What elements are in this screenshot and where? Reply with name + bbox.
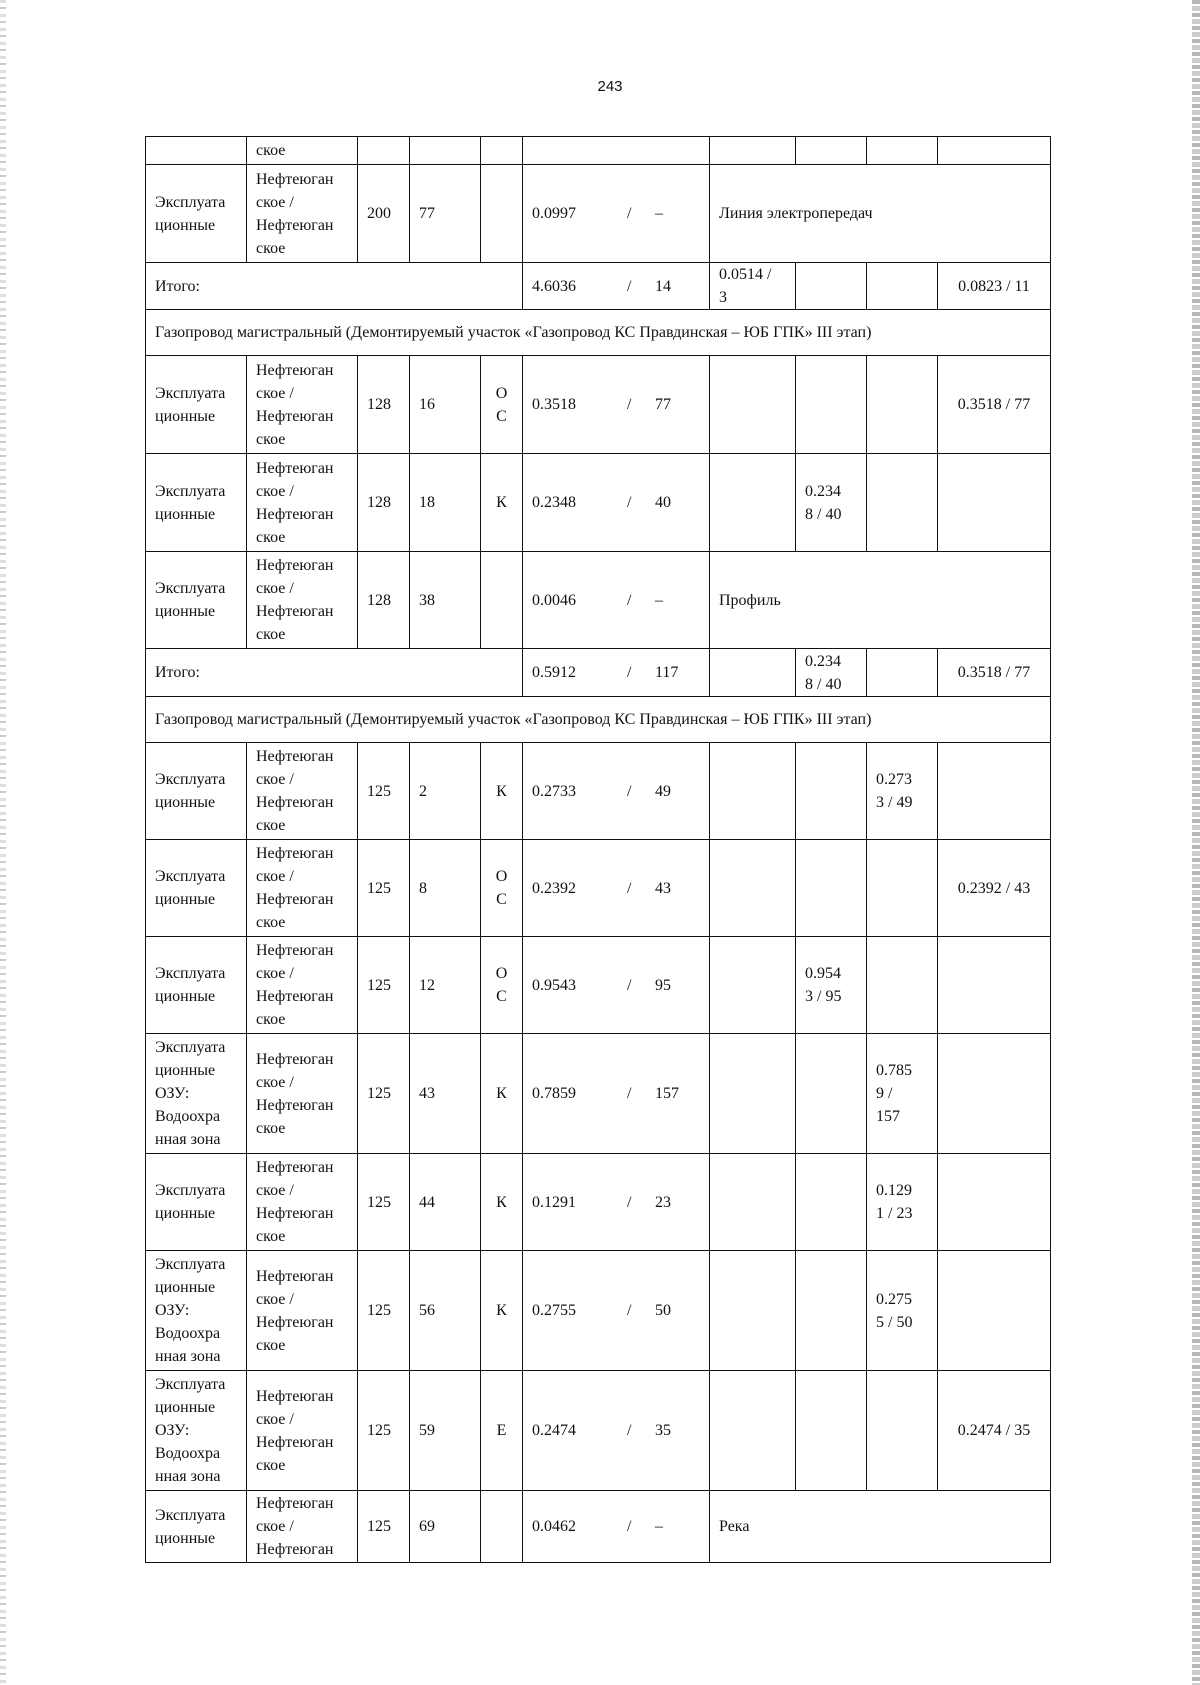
area-cell xyxy=(523,165,710,263)
status-code-cell: О С xyxy=(481,840,523,937)
status-code-cell: К xyxy=(481,454,523,552)
value-cell-7 xyxy=(710,1371,796,1491)
table-row xyxy=(146,937,1051,1034)
area-separator: / xyxy=(627,1085,632,1102)
area-separator: / xyxy=(627,664,632,681)
value-cell-9: 0.129 1 / 23 xyxy=(867,1154,938,1251)
section-header-row xyxy=(146,310,1051,356)
status-code-cell: О С xyxy=(481,937,523,1034)
place-cell: Нефтеюган ское / Нефтеюган ское xyxy=(247,840,358,937)
value-cell-7 xyxy=(710,937,796,1034)
quarter-cell: 125 xyxy=(358,743,410,840)
area-cell xyxy=(523,1371,710,1491)
area-cell xyxy=(523,1034,710,1154)
value-cell-7 xyxy=(710,1034,796,1154)
area-separator: / xyxy=(627,1193,632,1211)
quarter-cell: 125 xyxy=(358,1034,410,1154)
value-cell-8 xyxy=(796,1371,867,1491)
status-code-cell xyxy=(481,552,523,649)
value-cell-9: 0.785 9 / 157 xyxy=(867,1034,938,1154)
area-cell xyxy=(523,263,710,310)
value-cell-10 xyxy=(938,937,1051,1034)
value-cell-9: 0.273 3 / 49 xyxy=(867,743,938,840)
place-cell: Нефтеюган ское / Нефтеюган ское xyxy=(247,165,358,263)
value-cell-10 xyxy=(938,743,1051,840)
scan-edge-left xyxy=(0,0,6,1685)
value-cell-10: 0.3518 / 77 xyxy=(938,356,1051,454)
area-separator: / xyxy=(627,1422,632,1439)
value-cell-9 xyxy=(867,454,938,552)
value-cell-7 xyxy=(710,1154,796,1251)
section-title: Газопровод магистральный (Демонтируемый участок «Газопровод КС Правдинская – ЮБ ГПК» III этап) xyxy=(146,310,1051,356)
plot-number-cell: 69 xyxy=(410,1491,481,1563)
area-count: 14 xyxy=(655,277,671,295)
plot-number-cell: 8 xyxy=(410,840,481,937)
area-separator: / xyxy=(627,782,632,800)
table-row xyxy=(146,743,1051,840)
value-cell-10: 0.2474 / 35 xyxy=(938,1371,1051,1491)
area-separator: / xyxy=(627,494,632,511)
table-row xyxy=(146,356,1051,454)
value-cell-9 xyxy=(867,356,938,454)
category-cell: Эксплуата ционные ОЗУ: Водоохра нная зона xyxy=(146,1251,247,1371)
quarter-cell: 125 xyxy=(358,1491,410,1563)
value-cell-10: 0.3518 / 77 xyxy=(938,649,1051,697)
table-row xyxy=(146,1251,1051,1371)
area-cell xyxy=(523,743,710,840)
plot-number-cell: 38 xyxy=(410,552,481,649)
value-cell-10 xyxy=(938,1251,1051,1371)
value-cell-10: 0.2392 / 43 xyxy=(938,840,1051,937)
plot-number-cell: 59 xyxy=(410,1371,481,1491)
total-row xyxy=(146,649,1051,697)
area-cell xyxy=(523,840,710,937)
area-count: 77 xyxy=(655,396,671,413)
status-code-cell: Е xyxy=(481,1371,523,1491)
note-cell: Река xyxy=(710,1491,1051,1563)
table-row xyxy=(146,1154,1051,1251)
table-row xyxy=(146,1491,1051,1563)
quarter-cell: 128 xyxy=(358,454,410,552)
note-cell: Линия электропередач xyxy=(710,165,1051,263)
category-cell: Эксплуата ционные xyxy=(146,937,247,1034)
category-cell: Эксплуата ционные xyxy=(146,552,247,649)
quarter-cell: 125 xyxy=(358,1154,410,1251)
area-count: – xyxy=(655,591,663,609)
table-row xyxy=(146,1034,1051,1154)
area-cell xyxy=(523,356,710,454)
status-code-cell: К xyxy=(481,1154,523,1251)
area-count: 35 xyxy=(655,1422,671,1439)
value-cell-10 xyxy=(938,454,1051,552)
area-value: 0.2755 xyxy=(532,1302,576,1319)
category-cell: Эксплуата ционные xyxy=(146,454,247,552)
area-value: 4.6036 xyxy=(532,277,576,295)
status-code-cell: К xyxy=(481,743,523,840)
value-cell-9 xyxy=(867,840,938,937)
value-cell-7 xyxy=(710,1251,796,1371)
table-row xyxy=(146,454,1051,552)
quarter-cell: 128 xyxy=(358,356,410,454)
category-cell: Эксплуата ционные xyxy=(146,743,247,840)
value-cell-8: 0.234 8 / 40 xyxy=(796,649,867,697)
value-cell-7 xyxy=(710,840,796,937)
value-cell-8: 0.954 3 / 95 xyxy=(796,937,867,1034)
area-count: 157 xyxy=(655,1085,679,1102)
total-label: Итого: xyxy=(146,649,523,697)
area-value: 0.5912 xyxy=(532,664,576,681)
place-cell: Нефтеюган ское / Нефтеюган ское xyxy=(247,356,358,454)
quarter-cell: 125 xyxy=(358,1371,410,1491)
value-cell-8 xyxy=(796,1154,867,1251)
value-cell-7 xyxy=(710,454,796,552)
status-code-cell xyxy=(481,1491,523,1563)
total-row xyxy=(146,263,1051,310)
area-separator: / xyxy=(627,976,632,994)
area-value: 0.3518 xyxy=(532,396,576,413)
area-separator: / xyxy=(627,879,632,897)
area-cell xyxy=(523,1491,710,1563)
area-cell xyxy=(523,1251,710,1371)
area-count: 95 xyxy=(655,976,671,994)
place-cell: Нефтеюган ское / Нефтеюган ское xyxy=(247,552,358,649)
area-separator: / xyxy=(627,591,632,609)
value-cell-9: 0.275 5 / 50 xyxy=(867,1251,938,1371)
scan-edge-right xyxy=(1192,0,1200,1685)
place-cell: Нефтеюган ское / Нефтеюган xyxy=(247,1491,358,1563)
category-cell: Эксплуата ционные xyxy=(146,1154,247,1251)
value-cell-7 xyxy=(710,743,796,840)
note-cell: Профиль xyxy=(710,552,1051,649)
place-cell: Нефтеюган ское / Нефтеюган ское xyxy=(247,454,358,552)
value-cell-10: 0.0823 / 11 xyxy=(938,263,1051,310)
place-cell: Нефтеюган ское / Нефтеюган ское xyxy=(247,1371,358,1491)
value-cell-8 xyxy=(796,1034,867,1154)
category-cell: Эксплуата ционные xyxy=(146,165,247,263)
area-cell xyxy=(523,552,710,649)
value-cell-7: 0.0514 / 3 xyxy=(710,263,796,310)
area-cell xyxy=(523,649,710,697)
table-row xyxy=(146,840,1051,937)
area-count: 23 xyxy=(655,1193,671,1211)
area-count: 117 xyxy=(655,664,679,681)
plot-number-cell: 2 xyxy=(410,743,481,840)
value-cell-8 xyxy=(796,743,867,840)
quarter-cell: 125 xyxy=(358,937,410,1034)
table-row-top-fragment xyxy=(146,137,1051,165)
area-value: 0.0997 xyxy=(532,205,576,222)
area-value: 0.7859 xyxy=(532,1085,576,1102)
value-cell-7 xyxy=(710,356,796,454)
area-count: 40 xyxy=(655,494,671,511)
area-separator: / xyxy=(627,277,632,295)
plot-number-cell: 18 xyxy=(410,454,481,552)
value-cell-9 xyxy=(867,263,938,310)
value-cell-9 xyxy=(867,649,938,697)
area-value: 0.2474 xyxy=(532,1422,576,1439)
value-cell-10 xyxy=(938,1034,1051,1154)
plot-number-cell: 12 xyxy=(410,937,481,1034)
category-cell: Эксплуата ционные xyxy=(146,1491,247,1563)
category-cell: Эксплуата ционные xyxy=(146,356,247,454)
plot-number-cell: 43 xyxy=(410,1034,481,1154)
quarter-cell: 200 xyxy=(358,165,410,263)
area-value: 0.1291 xyxy=(532,1193,576,1211)
plot-number-cell: 56 xyxy=(410,1251,481,1371)
area-separator: / xyxy=(627,1302,632,1319)
quarter-cell: 125 xyxy=(358,1251,410,1371)
plot-number-cell: 16 xyxy=(410,356,481,454)
place-cell: Нефтеюган ское / Нефтеюган ское xyxy=(247,1251,358,1371)
area-value: 0.2733 xyxy=(532,782,576,800)
value-cell-10 xyxy=(938,1154,1051,1251)
status-code-cell: О С xyxy=(481,356,523,454)
quarter-cell: 125 xyxy=(358,840,410,937)
plot-number-cell: 77 xyxy=(410,165,481,263)
total-label: Итого: xyxy=(146,263,523,310)
category-cell: Эксплуата ционные ОЗУ: Водоохра нная зона xyxy=(146,1371,247,1491)
place-cell: Нефтеюган ское / Нефтеюган ское xyxy=(247,1034,358,1154)
land-plots-table xyxy=(145,136,1051,1563)
value-cell-9 xyxy=(867,1371,938,1491)
table-row xyxy=(146,165,1051,263)
area-value: 0.9543 xyxy=(532,976,576,994)
area-cell xyxy=(523,454,710,552)
category-cell: Эксплуата ционные ОЗУ: Водоохра нная зона xyxy=(146,1034,247,1154)
area-count: 43 xyxy=(655,879,671,897)
area-value: 0.0046 xyxy=(532,591,576,609)
area-value: 0.0462 xyxy=(532,1518,576,1535)
value-cell-8 xyxy=(796,263,867,310)
category-cell: Эксплуата ционные xyxy=(146,840,247,937)
area-count: 50 xyxy=(655,1302,671,1319)
table-row xyxy=(146,1371,1051,1491)
quarter-cell: 128 xyxy=(358,552,410,649)
area-count: – xyxy=(655,1518,663,1535)
table-row xyxy=(146,552,1051,649)
section-title: Газопровод магистральный (Демонтируемый участок «Газопровод КС Правдинская – ЮБ ГПК» III этап) xyxy=(146,697,1051,743)
area-separator: / xyxy=(627,205,632,222)
plot-number-cell: 44 xyxy=(410,1154,481,1251)
place-cell: Нефтеюган ское / Нефтеюган ское xyxy=(247,937,358,1034)
area-value: 0.2348 xyxy=(532,494,576,511)
area-separator: / xyxy=(627,1518,632,1535)
value-cell-7 xyxy=(710,649,796,697)
place-cell: Нефтеюган ское / Нефтеюган ское xyxy=(247,743,358,840)
area-count: 49 xyxy=(655,782,671,800)
value-cell-8: 0.234 8 / 40 xyxy=(796,454,867,552)
area-separator: / xyxy=(627,396,632,413)
value-cell-8 xyxy=(796,356,867,454)
area-count: – xyxy=(655,205,663,222)
area-cell xyxy=(523,1154,710,1251)
status-code-cell: К xyxy=(481,1034,523,1154)
value-cell-8 xyxy=(796,1251,867,1371)
place-cell: Нефтеюган ское / Нефтеюган ское xyxy=(247,1154,358,1251)
area-value: 0.2392 xyxy=(532,879,576,897)
value-cell-8 xyxy=(796,840,867,937)
area-cell xyxy=(523,937,710,1034)
value-cell-9 xyxy=(867,937,938,1034)
section-header-row xyxy=(146,697,1051,743)
place-cell: ское xyxy=(247,137,358,165)
status-code-cell xyxy=(481,165,523,263)
page-number: 243 xyxy=(597,78,623,95)
status-code-cell: К xyxy=(481,1251,523,1371)
